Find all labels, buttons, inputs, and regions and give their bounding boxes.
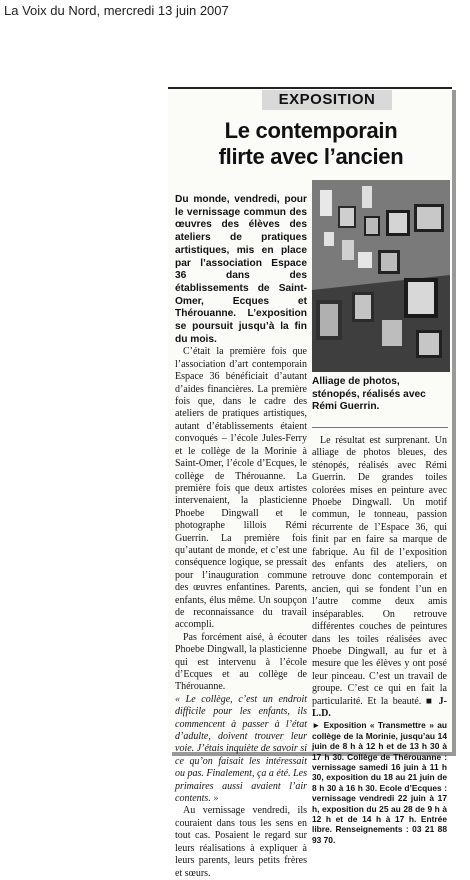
paragraph: C’était la première fois que l’association d’art contemporain Espace 36 bénéficiait d’autant d’aides financières. La première fois que, dans le cadre des ateliers de pratiques artistiques, autant d’établissements étaient convoqués – l’école Jules-Ferry et le collège de la Morinie à Saint-Omer, l’école d’Ecques, le collège de Thérouanne. La première fois que deux artistes intervenaient, la plasticienne Phoebe Dingwall et le photographe lillois Rémi Guerrin. La première fois qu’autant de monde, et c’est une conséquence logique, se pressait pour l’inauguration commune des œuvres enfantines. Parents, enfants, élus même. Un soupçon de reconnaissance du travail accompli. xyxy=(175,346,307,631)
quote: « Le collège, c’est un endroit difficile pour les enfants, ils commencent à passer à l’état d’adulte, doivent trouver leur voie. J’étais inquiète de savoir si ce qu’on faisait les intéressait ou pas. Finalement, ça a été. Les primaires aussi avaient l’air contents. » xyxy=(175,693,307,805)
paragraph: Au vernissage vendredi, ils couraient dans tous les sens en tout cas. Posaient le regard sur leurs réalisations à expliquer à leurs parents, leurs petits frères et sœurs. xyxy=(175,805,307,879)
article-lead: Du monde, vendredi, pour le vernissage commun des œuvres des élèves des ateliers de pratiques artistiques, mis en place par l’association Espace 36 dans des établissements de Saint-Omer, Ecques et Thérouanne. L’exposition se poursuit jusqu’à la fin du mois. xyxy=(175,194,307,345)
paragraph xyxy=(312,435,447,720)
section-kicker: EXPOSITION xyxy=(278,91,376,108)
caption-divider xyxy=(312,427,448,428)
paragraph: Pas forcément aisé, à écouter Phoebe Dingwall, la plasticienne qui est intervenu à l’école d’Ecques et au collège de Thérouanne. xyxy=(175,631,307,693)
dateline: La Voix du Nord, mercredi 13 juin 2007 xyxy=(4,3,229,18)
author-signature: ■ J-L.D. xyxy=(312,695,447,719)
article-column-right xyxy=(312,435,447,845)
photo-caption: Alliage de photos, sténopés, réalisés avec Rémi Guerrin. xyxy=(312,376,426,412)
exhibition-photo-illustration xyxy=(312,180,450,372)
headline-line-2: flirte avec l’ancien xyxy=(218,144,404,169)
paragraph-text: Le résultat est surprenant. Un alliage de photos bleues, des sténopés, réalisés avec Rémi Guerrin. De grandes toiles colorées mises en peinture avec Phoebe Dingwall. Un motif commun, le tonneau, passion récurrente de l’Espace 36, qui finit par en faire sa marque de fabrique. Au fil de l’exposition des enfants des ateliers, on retrouve donc contemporain et ancien, qui se fondent l’un en l’autre comme deux amis inséparables. On retrouve différentes couches de peintures dans les toiles réalisées avec Phoebe Dingwall, au fur et à mesure que les élèves y ont posé leur pinceau. C’est un travail de groupe. C’est ce qui en fait la particularité. Et la beauté. xyxy=(312,435,447,707)
article-column-left xyxy=(175,194,307,880)
practical-info: ► Exposition « Transmettre » au collège de la Morinie, jusqu’au 14 juin de 8 h à 12 h et de 13 h 30 à 17 h 30. Collège de Thérouanne : vernissage samedi 16 juin à 11 h 30, exposition du 18 au 21 juin de 8 h 30 à 16 h 30. Ecole d’Ecques : vernissage vendredi 22 juin à 17 h, exposition du 25 au 28 de 9 h à 12 h et de 14 h à 17 h. Entrée libre. Renseignements : 03 21 88 93 70. xyxy=(312,720,447,845)
clipping-shadow-right xyxy=(452,90,456,754)
exhibition-photo xyxy=(312,180,450,372)
headline-line-1: Le contemporain xyxy=(224,118,398,143)
top-rule xyxy=(168,87,452,89)
